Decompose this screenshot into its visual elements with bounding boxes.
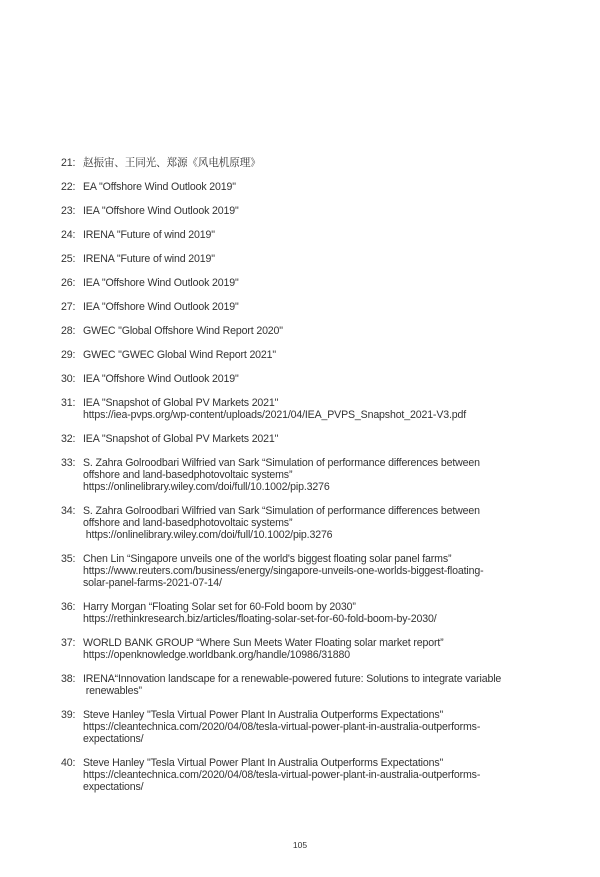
reference-url[interactable]: https://onlinelibrary.wiley.com/doi/full/10.1002/pip.3276 xyxy=(83,481,330,493)
reference-number: 37: xyxy=(61,637,76,649)
reference-item xyxy=(61,181,571,193)
reference-number: 35: xyxy=(61,553,76,565)
reference-line: IRENA "Future of wind 2019" xyxy=(83,229,215,241)
reference-number: 27: xyxy=(61,301,76,313)
reference-url[interactable]: https://cleantechnica.com/2020/04/08/tesla-virtual-power-plant-in-australia-outperforms- xyxy=(83,721,481,733)
reference-item xyxy=(61,673,571,697)
reference-number: 23: xyxy=(61,205,76,217)
reference-item xyxy=(61,757,571,793)
reference-url[interactable]: https://iea-pvps.org/wp-content/uploads/2021/04/IEA_PVPS_Snapshot_2021-V3.pdf xyxy=(83,409,467,421)
reference-text xyxy=(83,181,571,193)
reference-number: 26: xyxy=(61,277,76,289)
reference-item xyxy=(61,601,571,625)
reference-line: IEA "Offshore Wind Outlook 2019" xyxy=(83,205,239,217)
reference-item xyxy=(61,397,571,421)
reference-line: IRENA "Future of wind 2019" xyxy=(83,253,215,265)
reference-text xyxy=(83,457,571,493)
reference-line: EA "Offshore Wind Outlook 2019" xyxy=(83,181,236,193)
reference-line: IEA "Snapshot of Global PV Markets 2021" xyxy=(83,397,279,409)
reference-item xyxy=(61,457,571,493)
reference-url[interactable]: https://openknowledge.worldbank.org/handle/10986/31880 xyxy=(83,649,350,661)
reference-number: 21: xyxy=(61,157,76,169)
reference-number: 24: xyxy=(61,229,76,241)
reference-line: Harry Morgan “Floating Solar set for 60-Fold boom by 2030” xyxy=(83,601,356,613)
reference-text xyxy=(83,709,571,745)
reference-line: Steve Hanley "Tesla Virtual Power Plant In Australia Outperforms Expectations" xyxy=(83,757,444,769)
reference-text xyxy=(83,673,571,697)
reference-item xyxy=(61,505,571,541)
reference-line: IEA "Offshore Wind Outlook 2019" xyxy=(83,301,239,313)
reference-item xyxy=(61,637,571,661)
reference-line: GWEC "GWEC Global Wind Report 2021" xyxy=(83,349,277,361)
reference-text xyxy=(83,253,571,265)
reference-item xyxy=(61,433,571,445)
reference-text xyxy=(83,637,571,661)
reference-number: 31: xyxy=(61,397,76,409)
reference-text xyxy=(83,277,571,289)
reference-number: 25: xyxy=(61,253,76,265)
reference-number: 36: xyxy=(61,601,76,613)
reference-item xyxy=(61,553,571,589)
reference-line: IEA "Offshore Wind Outlook 2019" xyxy=(83,277,239,289)
reference-line: renewables” xyxy=(83,685,142,697)
reference-text xyxy=(83,373,571,385)
reference-list xyxy=(61,157,571,805)
reference-number: 32: xyxy=(61,433,76,445)
reference-number: 28: xyxy=(61,325,76,337)
reference-number: 38: xyxy=(61,673,76,685)
reference-number: 34: xyxy=(61,505,76,517)
reference-number: 39: xyxy=(61,709,76,721)
reference-line: Steve Hanley "Tesla Virtual Power Plant In Australia Outperforms Expectations" xyxy=(83,709,444,721)
reference-url[interactable]: https://rethinkresearch.biz/articles/floating-solar-set-for-60-fold-boom-by-2030/ xyxy=(83,613,437,625)
reference-line: offshore and land-basedphotovoltaic systems” xyxy=(83,517,293,529)
reference-line: IEA "Snapshot of Global PV Markets 2021" xyxy=(83,433,279,445)
reference-text xyxy=(83,757,571,793)
reference-item xyxy=(61,349,571,361)
reference-line: 赵振宙、王同光、郑源《风电机原理》 xyxy=(83,157,261,169)
reference-line: S. Zahra Golroodbari Wilfried van Sark “Simulation of performance differences between xyxy=(83,505,480,517)
reference-url[interactable]: expectations/ xyxy=(83,733,144,745)
reference-item xyxy=(61,157,571,169)
reference-item xyxy=(61,277,571,289)
reference-text xyxy=(83,397,571,421)
reference-text xyxy=(83,349,571,361)
reference-text xyxy=(83,229,571,241)
reference-line: IEA "Offshore Wind Outlook 2019" xyxy=(83,373,239,385)
reference-item xyxy=(61,205,571,217)
reference-number: 33: xyxy=(61,457,76,469)
reference-url[interactable]: expectations/ xyxy=(83,781,144,793)
reference-text xyxy=(83,157,571,169)
reference-line: S. Zahra Golroodbari Wilfried van Sark “Simulation of performance differences between xyxy=(83,457,480,469)
reference-line: offshore and land-basedphotovoltaic systems” xyxy=(83,469,293,481)
reference-number: 30: xyxy=(61,373,76,385)
reference-text xyxy=(83,601,571,625)
reference-text xyxy=(83,301,571,313)
reference-item xyxy=(61,373,571,385)
reference-text xyxy=(83,553,571,589)
reference-item xyxy=(61,325,571,337)
reference-url[interactable]: https://onlinelibrary.wiley.com/doi/full/10.1002/pip.3276 xyxy=(83,529,333,541)
reference-text xyxy=(83,505,571,541)
reference-item xyxy=(61,301,571,313)
reference-text xyxy=(83,325,571,337)
reference-url[interactable]: solar-panel-farms-2021-07-14/ xyxy=(83,577,222,589)
reference-item xyxy=(61,229,571,241)
reference-text xyxy=(83,433,571,445)
reference-number: 40: xyxy=(61,757,76,769)
reference-url[interactable]: https://cleantechnica.com/2020/04/08/tesla-virtual-power-plant-in-australia-outperforms- xyxy=(83,769,481,781)
reference-item xyxy=(61,253,571,265)
reference-line: GWEC "Global Offshore Wind Report 2020" xyxy=(83,325,283,337)
reference-number: 22: xyxy=(61,181,76,193)
reference-number: 29: xyxy=(61,349,76,361)
reference-line: WORLD BANK GROUP “Where Sun Meets Water Floating solar market report” xyxy=(83,637,444,649)
reference-text xyxy=(83,205,571,217)
reference-item xyxy=(61,709,571,745)
reference-url[interactable]: https://www.reuters.com/business/energy/singapore-unveils-one-worlds-biggest-floating- xyxy=(83,565,484,577)
page-number: 105 xyxy=(292,840,308,850)
reference-line: IRENA“Innovation landscape for a renewable-powered future: Solutions to integrate variable xyxy=(83,673,502,685)
reference-line: Chen Lin “Singapore unveils one of the world's biggest floating solar panel farms” xyxy=(83,553,452,565)
